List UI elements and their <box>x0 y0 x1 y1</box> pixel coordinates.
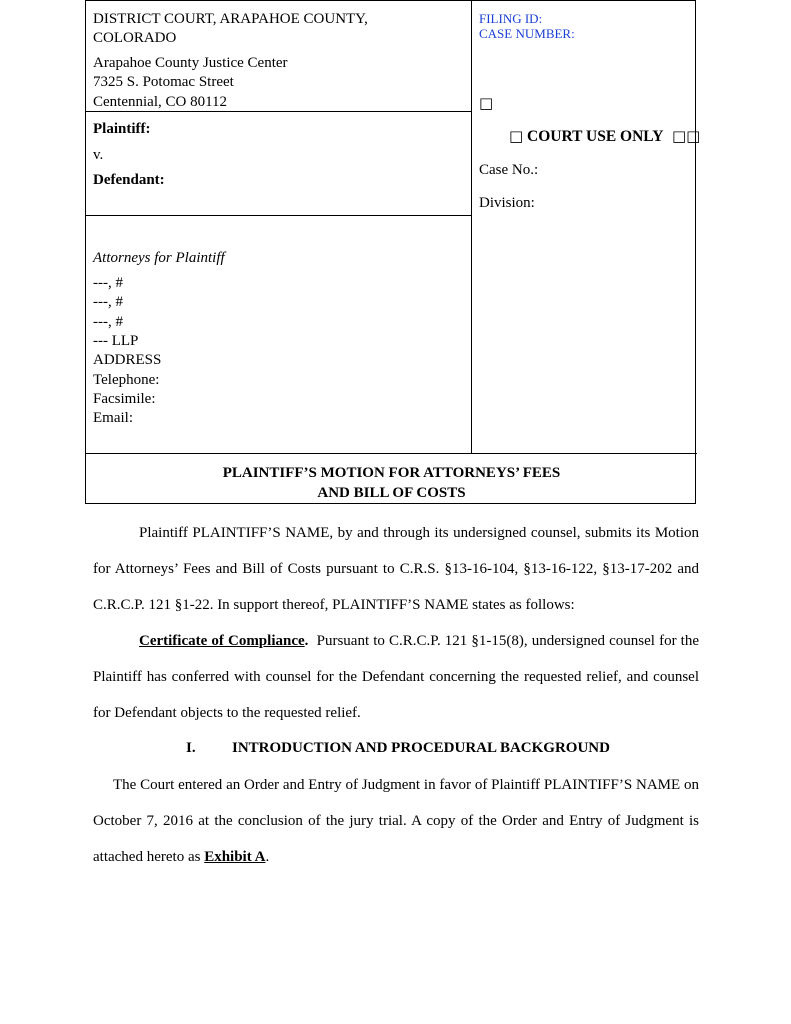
exhibit-a-reference: Exhibit A <box>204 849 266 865</box>
firm-name-line: --- LLP <box>93 333 139 349</box>
court-address-line1: Arapahoe County Justice Center <box>93 55 288 71</box>
background-paragraph <box>93 767 699 875</box>
intro-paragraph: Plaintiff PLAINTIFF’S NAME, by and through its undersigned counsel, submits its Motion for Attorneys’ Fees and Bill of Costs pursuant to C.R.S. §13-16-104, §13-16-122, §13-17-202 and C.R.C.P. 121 §1-22. In support thereof, PLAINTIFF’S NAME states as follows: <box>93 525 699 613</box>
motion-title-line2: AND BILL OF COSTS <box>317 485 466 501</box>
court-name-line2: COLORADO <box>93 30 177 46</box>
checkbox-icon: □ <box>479 94 494 112</box>
telephone-label: Telephone: <box>93 372 160 388</box>
court-use-only-label: COURT USE ONLY <box>527 128 664 145</box>
checkbox-icon: □ <box>509 127 524 145</box>
versus-label: v. <box>93 147 104 163</box>
plaintiff-label: Plaintiff: <box>93 121 151 137</box>
caption-divider-parties <box>86 215 471 216</box>
attorney-line: ---, # <box>93 314 123 330</box>
certificate-heading-period: . <box>304 633 309 649</box>
case-no-label: Case No.: <box>479 162 539 178</box>
certificate-text: Pursuant to C.R.C.P. 121 §1-15(8), undersigned counsel for the Plaintiff has conferred with counsel for the Defendant concerning the requested relief, and counsel for Defendant objects to the requested relief. <box>93 633 699 721</box>
firm-address-line: ADDRESS <box>93 352 162 368</box>
caption-divider-title <box>86 453 697 454</box>
checkbox-pair-icon: □□ <box>672 127 701 145</box>
attorneys-for-plaintiff-label: Attorneys for Plaintiff <box>93 250 225 266</box>
court-address-line3: Centennial, CO 80112 <box>93 94 228 110</box>
case-number-label: CASE NUMBER: <box>479 26 575 41</box>
section-number: I. <box>186 740 196 756</box>
attorney-line: ---, # <box>93 275 123 291</box>
caption-column-divider <box>471 1 472 454</box>
filing-id-label: FILING ID: <box>479 11 543 26</box>
certificate-paragraph <box>93 623 699 731</box>
background-period: . <box>265 849 270 865</box>
facsimile-label: Facsimile: <box>93 391 156 407</box>
court-name-line1: DISTRICT COURT, ARAPAHOE COUNTY, <box>93 11 368 27</box>
motion-title-line1: PLAINTIFF’S MOTION FOR ATTORNEYS’ FEES <box>222 465 561 481</box>
section-heading: INTRODUCTION AND PROCEDURAL BACKGROUND <box>232 740 610 756</box>
defendant-label: Defendant: <box>93 172 165 188</box>
certificate-heading: Certificate of Compliance <box>139 633 305 649</box>
case-caption-table <box>85 0 701 504</box>
background-text: The Court entered an Order and Entry of Judgment in favor of Plaintiff PLAINTIFF’S NAME on October 7, 2016 at the conclusion of the jury trial. A copy of the Order and Entry of Judgment is attached hereto as <box>93 777 699 865</box>
attorney-line: ---, # <box>93 294 123 310</box>
email-label: Email: <box>93 410 133 426</box>
division-label: Division: <box>479 195 535 211</box>
court-address-line2: 7325 S. Potomac Street <box>93 74 234 90</box>
